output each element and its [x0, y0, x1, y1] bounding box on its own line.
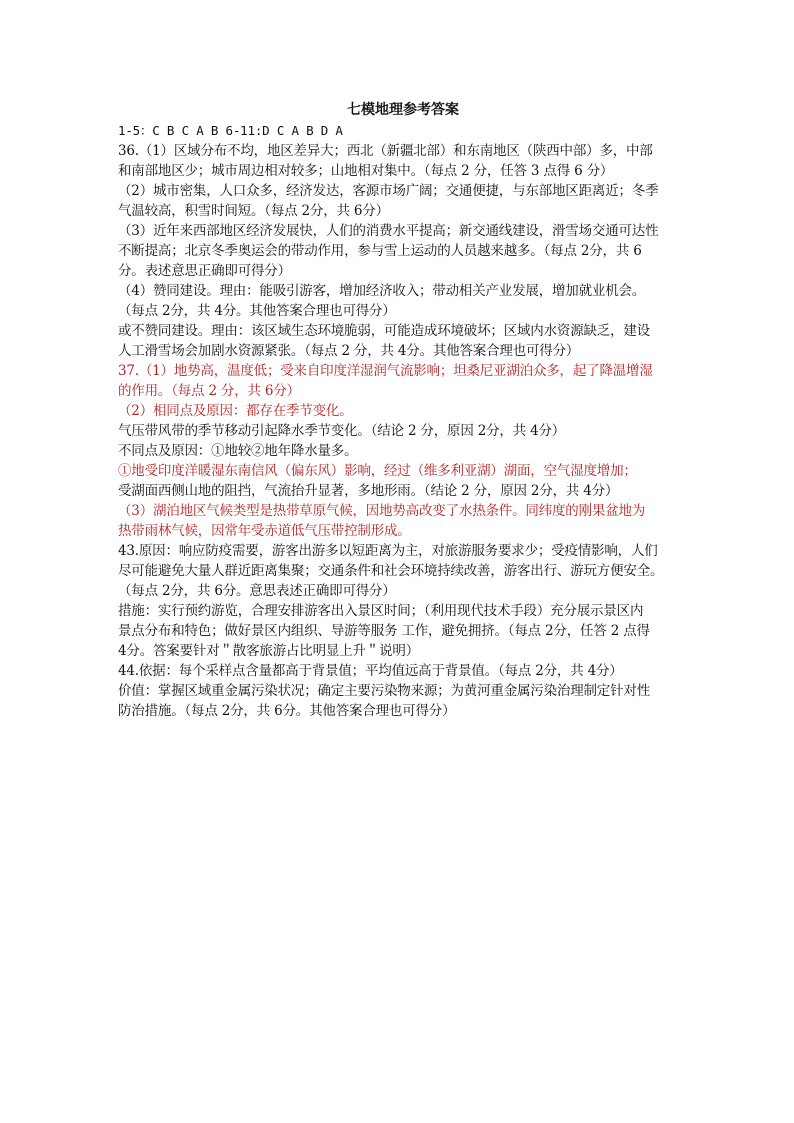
answer-line: 37.（1）地势高，温度低；受来自印度洋湿润气流影响；坦桑尼亚湖泊众多，起了降温增湿 — [118, 363, 653, 379]
answer-line: 和南部地区少；城市周边相对较多；山地相对集中。（每点 2 分，任答 3 点得 6 分） — [118, 163, 614, 179]
answer-line: ①地受印度洋暖湿东南信风（偏东风）影响，经过（维多利亚湖）湖面，空气湿度增加； — [118, 463, 637, 479]
answer-line: （4）赞同建设。理由：能吸引游客，增加经济收入；带动相关产业发展，增加就业机会。 — [118, 283, 646, 299]
answer-body — [118, 121, 688, 721]
answer-line: 或不赞同建设。理由：该区域生态环境脆弱，可能造成环境破坏；区域内水资源缺乏，建设 — [118, 323, 650, 339]
answer-line: 的作用。（每点 2 分，共 6分） — [118, 383, 300, 399]
answer-line: （每点 2分，共 4分。其他答案合理也可得分） — [118, 303, 396, 319]
answer-line: 防治措施。（每点 2分，共 6分。其他答案合理也可得分） — [118, 703, 456, 719]
answer-line: 分。表述意思正确即可得分） — [118, 263, 291, 279]
answer-line: 不断提高；北京冬季奥运会的带动作用，参与雪上运动的人员越来越多。（每点 2分，共 6 — [118, 243, 642, 259]
answer-line: 36.（1）区域分布不均，地区差异大；西北（新疆北部）和东南地区（陕西中部）多，中部 — [118, 143, 653, 159]
answer-line: （3）湖泊地区气候类型是热带草原气候，因地势高改变了水热条件。同纬度的刚果盆地为 — [118, 503, 646, 519]
answer-line: 44.依据：每个采样点含量都高于背景值；平均值远高于背景值。（每点 2分，共 4分） — [118, 663, 623, 679]
answer-line: （3）近年来西部地区经济发展快，人们的消费水平提高；新交通线建设，滑雪场交通可达性 — [118, 223, 659, 239]
answer-line: 景点分布和特色；做好景区内组织、导游等服务 工作，避免拥挤。（每点 2分，任答 2 点得 — [118, 623, 650, 639]
answer-line: 尽可能避免大量人群近距离集聚；交通条件和社会环境持续改善，游客出行、游玩方便安全。 — [118, 563, 664, 579]
answer-line: 受湖面西侧山地的阻挡，气流抬升显著，多地形雨。（结论 2 分，原因 2分，共 4分） — [118, 483, 619, 499]
answer-line: 43.原因：响应防疫需要，游客出游多以短距离为主，对旅游服务要求少；受疫情影响，人们 — [118, 543, 658, 559]
answer-line: （2）城市密集，人口众多，经济发达，客源市场广阔；交通便捷，与东部地区距离近；冬季 — [118, 183, 659, 199]
page-title: 七模地理参考答案 — [347, 102, 459, 118]
answer-line: 热带雨林气候，因常年受赤道低气压带控制形成。 — [118, 523, 411, 539]
answer-line: （2）相同点及原因：都存在季节变化。 — [118, 403, 353, 419]
choice-answers-line: 1-5：C B C A B 6-11:D C A B D A — [118, 123, 343, 138]
answer-line: 价值：掌握区域重金属污染状况；确定主要污染物来源；为黄河重金属污染治理制定针对性 — [118, 683, 650, 699]
answer-line: （每点 2分，共 6分。意思表述正确即可得分） — [118, 583, 396, 599]
answer-line: 人工滑雪场会加剧水资源紧张。（每点 2 分，共 4分。其他答案合理也可得分） — [118, 343, 580, 359]
answer-line: 气压带风带的季节移动引起降水季节变化。（结论 2 分，原因 2分，共 4分） — [118, 423, 566, 439]
answer-sheet — [118, 100, 688, 721]
answer-line: 措施：实行预约游览，合理安排游客出入景区时间；（利用现代技术手段）充分展示景区内 — [118, 603, 644, 619]
answer-line: 4分。答案要针对＂散客旅游占比明显上升＂说明） — [118, 643, 419, 659]
answer-line: 气温较高，积雪时间短。（每点 2分，共 6分） — [118, 203, 389, 219]
answer-line: 不同点及原因：①地较②地年降水量多。 — [118, 443, 358, 459]
